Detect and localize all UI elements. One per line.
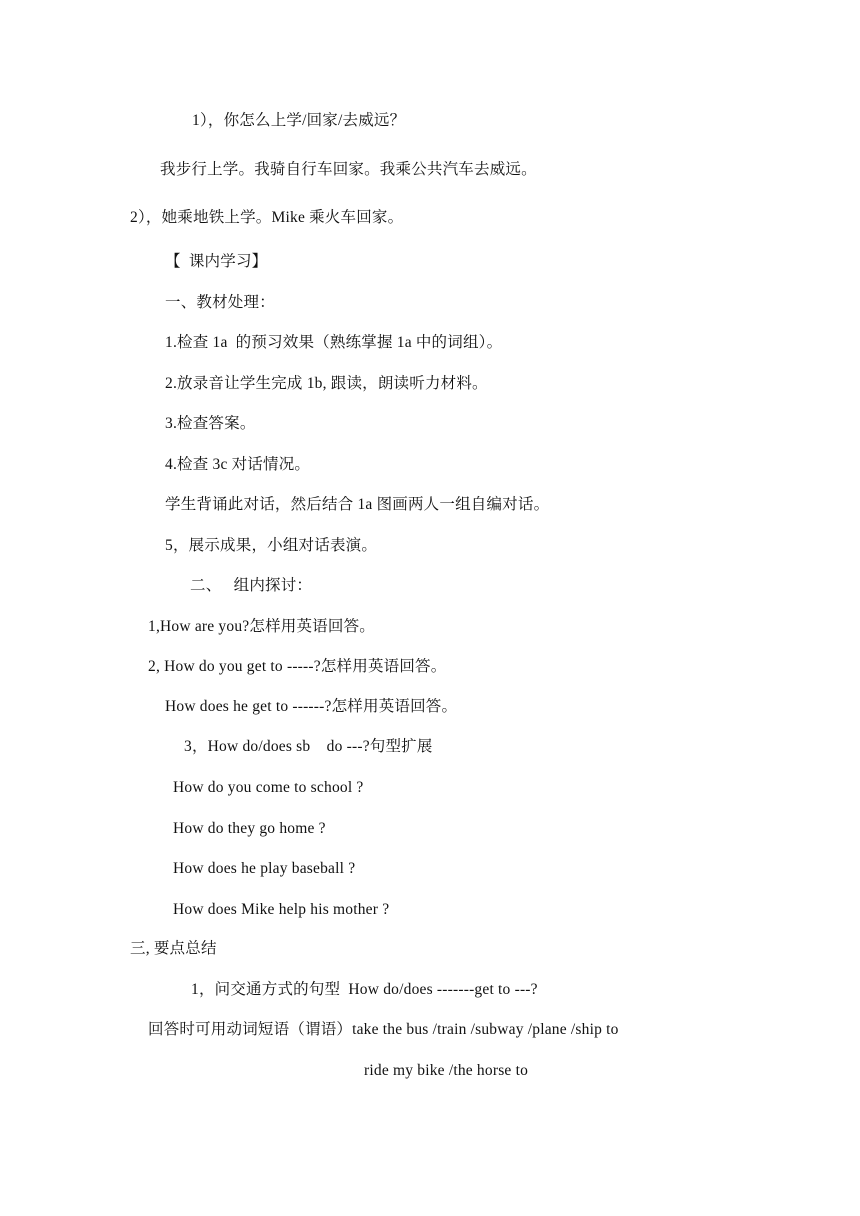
summary-point-1: 1，问交通方式的句型 How do/does -------get to ---? (191, 981, 538, 998)
answer-1-text: 我步行上学。我骑自行车回家。我乘公共汽车去威远。 (160, 161, 537, 178)
step-3-text: 3.检查答案。 (165, 415, 256, 432)
discussion-item-2-variant: How does he get to ------?怎样用英语回答。 (165, 698, 458, 715)
section-heading-classwork: 【 课内学习】 (165, 253, 268, 270)
step-4-detail-text: 学生背诵此对话，然后结合 1a 图画两人一组自编对话。 (165, 496, 550, 513)
discussion-item-1: 1,How are you?怎样用英语回答。 (148, 618, 375, 635)
step-4-text: 4.检查 3c 对话情况。 (165, 456, 311, 473)
subsection-heading-group-discussion: 二、 组内探讨： (190, 577, 313, 594)
discussion-item-2: 2, How do you get to -----?怎样用英语回答。 (148, 658, 447, 675)
summary-answer-phrases-continued: ride my bike /the horse to (364, 1062, 529, 1079)
step-5-text: 5，展示成果，小组对话表演。 (165, 537, 378, 554)
summary-answer-phrases: 回答时可用动词短语（谓语）take the bus /train /subway /plane /ship to (148, 1021, 619, 1038)
step-2-text: 2.放录音让学生完成 1b, 跟读，朗读听力材料。 (165, 375, 488, 392)
question-1-text: 1），你怎么上学/回家/去威远？ (192, 112, 406, 129)
example-sentence: How do you come to school ? (173, 779, 364, 796)
subsection-heading-summary: 三, 要点总结 (130, 940, 217, 957)
example-sentence: How do they go home ? (173, 820, 326, 837)
subsection-heading-materials: 一、教材处理： (165, 294, 275, 311)
question-2-text: 2），她乘地铁上学。Mike 乘火车回家。 (130, 209, 404, 226)
example-sentence: How does he play baseball ? (173, 860, 356, 877)
discussion-item-3: 3，How do/does sb do ---?句型扩展 (184, 738, 433, 755)
example-sentence: How does Mike help his mother ? (173, 901, 390, 918)
step-1-text: 1.检查 1a 的预习效果（熟练掌握 1a 中的词组）。 (165, 334, 503, 351)
